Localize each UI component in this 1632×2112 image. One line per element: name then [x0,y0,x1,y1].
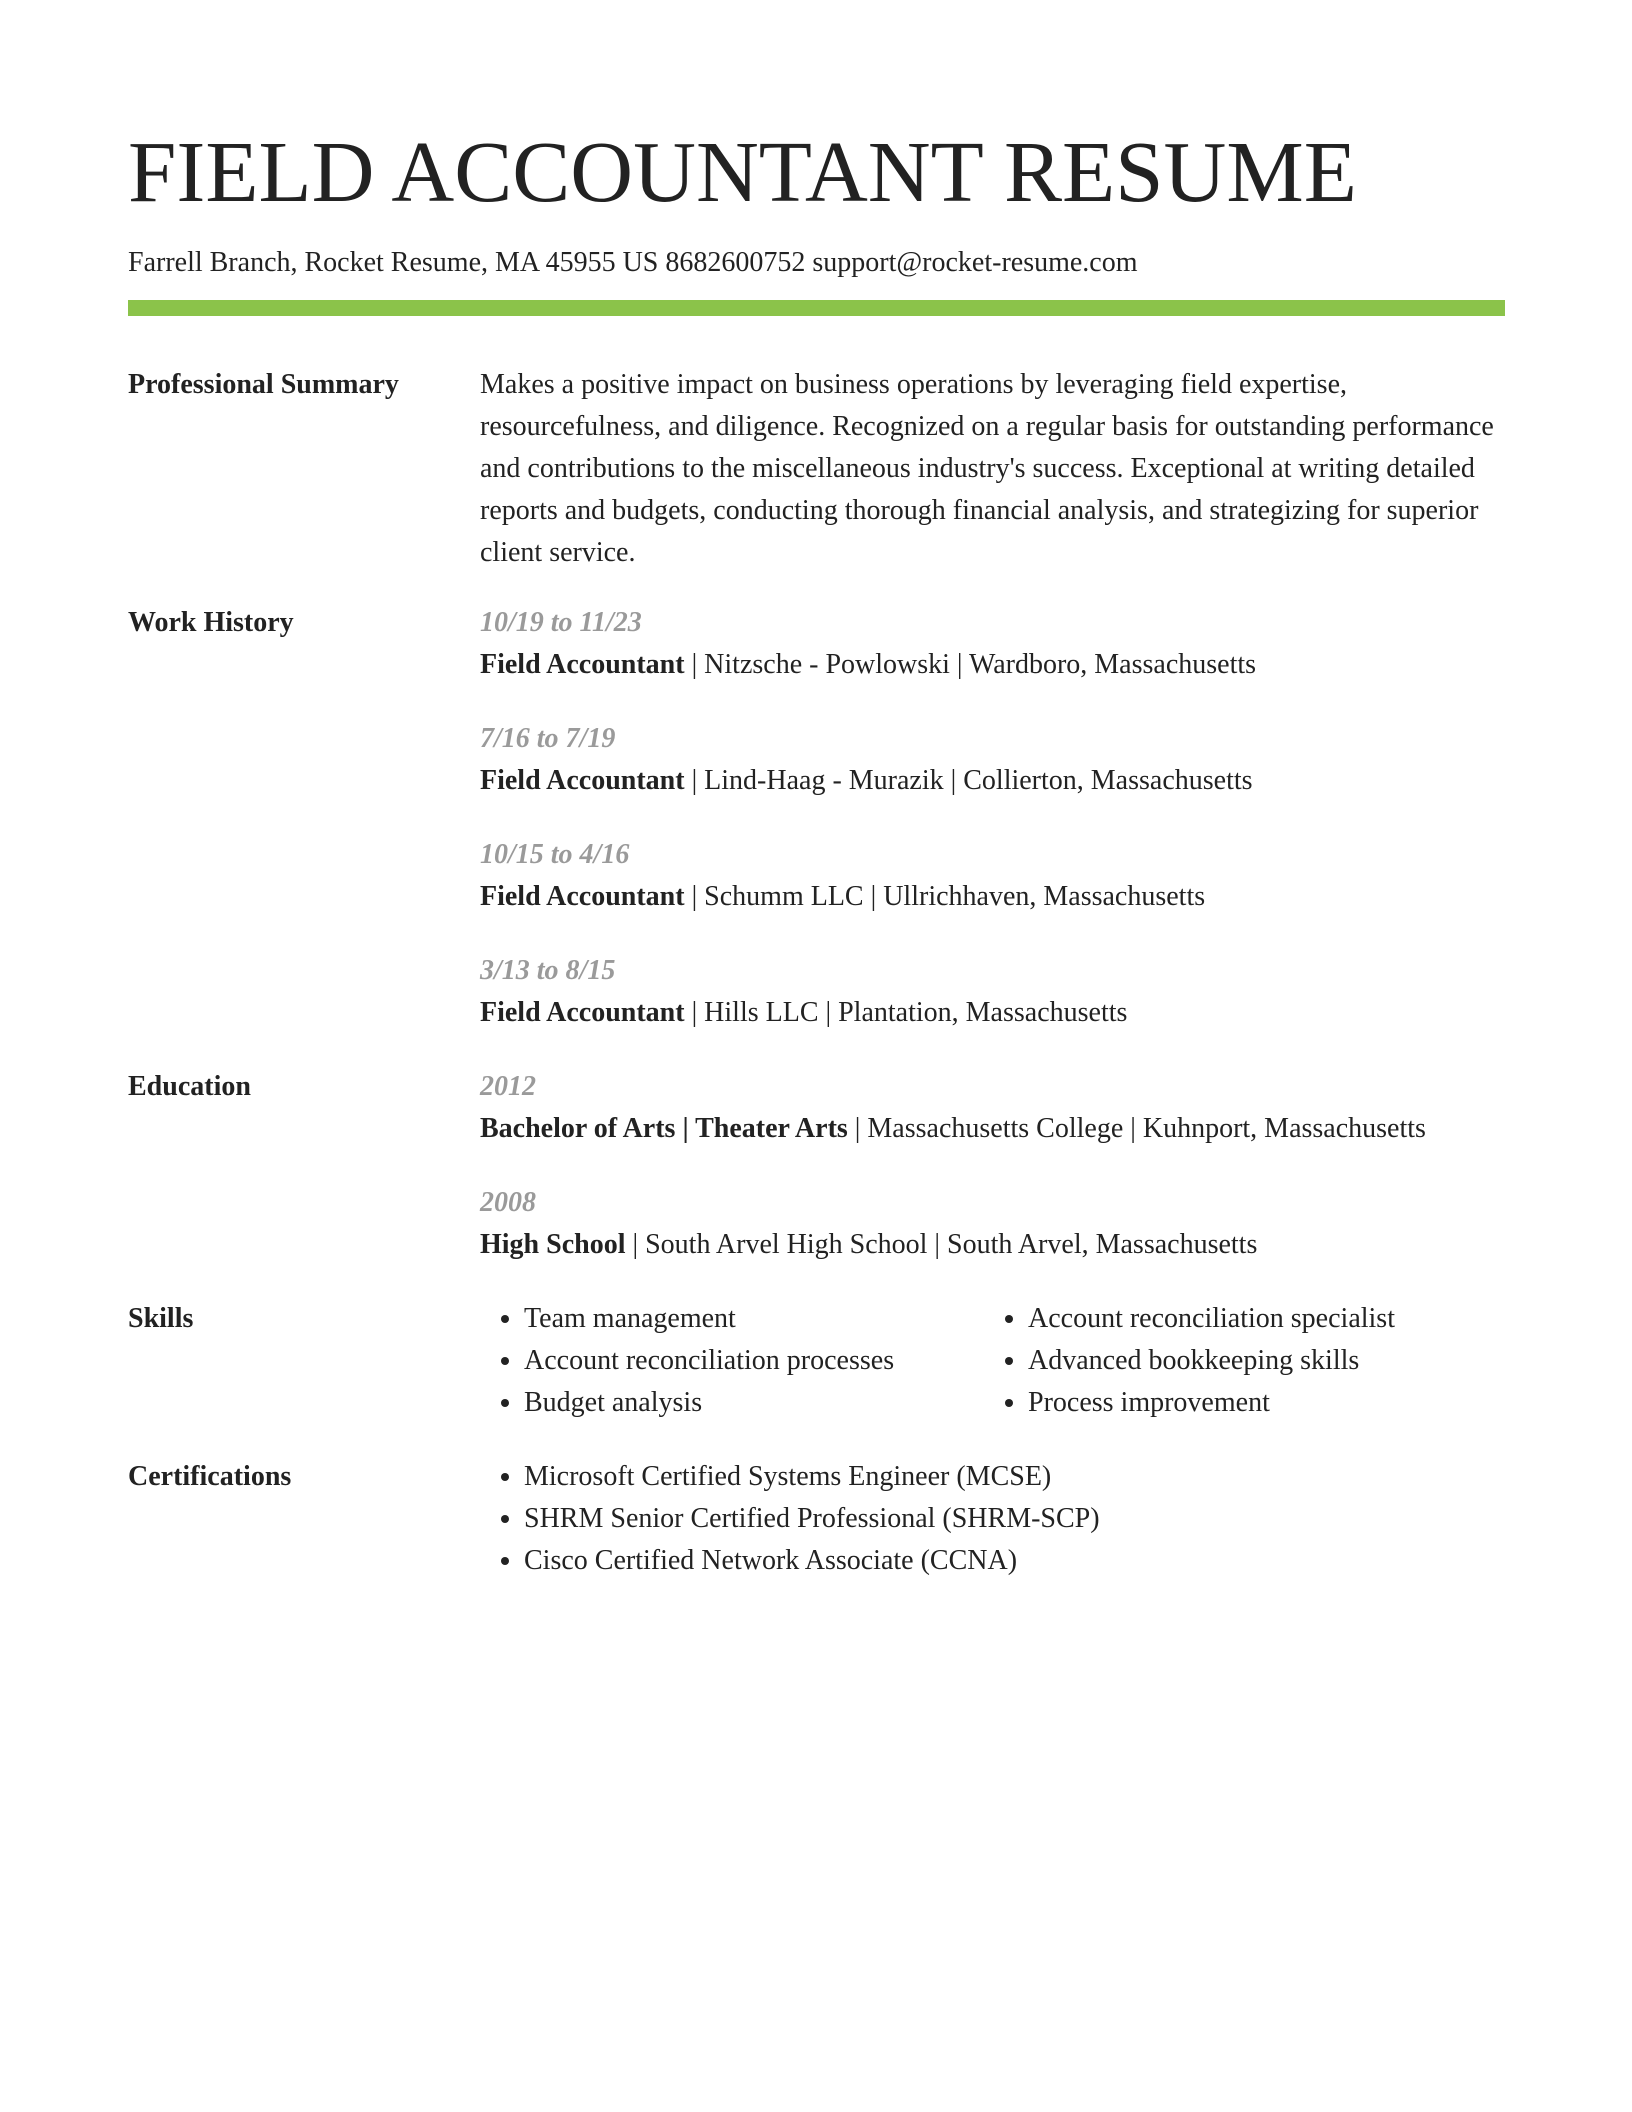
certification-item: • Microsoft Certified Systems Engineer (MCSE) [524,1456,1505,1498]
education-entry [480,1066,1505,1150]
education-list [480,1066,1505,1266]
section-label-summary: Professional Summary [128,369,399,400]
work-entry [480,950,1505,1034]
section-label-work: Work History [128,607,294,638]
education-section [128,1066,1505,1266]
section-label-certifications: Certifications [128,1461,292,1492]
work-dates: 10/19 to 11/23 [480,607,642,638]
contact-line: Farrell Branch, Rocket Resume, MA 45955 US 8682600752 support@rocket-resume.com [128,247,1138,278]
work-history-list [480,602,1505,1034]
skill-item: • Advanced bookkeeping skills [1028,1340,1505,1382]
section-label-education: Education [128,1071,251,1102]
education-degree: High School [480,1229,626,1260]
work-line [480,760,1505,802]
work-dates: 7/16 to 7/19 [480,723,616,754]
resume-title: FIELD ACCOUNTANT RESUME [128,123,1357,220]
education-entry [480,1182,1505,1266]
summary-text: Makes a positive impact on business operations by leveraging field expertise, resourcefulness, and diligence. Recognized on a regular basis for outstanding performance and contributions to the miscellaneous industry's success. Exceptional at writing detailed reports and budgets, conducting thorough financial analysis, and strategizing for superior client service. [480,369,1494,568]
work-entry [480,718,1505,802]
education-degree: Bachelor of Arts | Theater Arts [480,1113,848,1144]
work-dates: 3/13 to 8/15 [480,955,616,986]
education-year: 2012 [480,1071,536,1102]
education-details: | Massachusetts College | Kuhnport, Massachusetts [847,1113,1426,1144]
skills-list-left [480,1298,984,1424]
work-details: | Schumm LLC | Ullrichhaven, Massachusetts [684,881,1206,912]
work-details: | Nitzsche - Powlowski | Wardboro, Massachusetts [684,649,1257,680]
skill-item: • Process improvement [1028,1382,1505,1424]
certification-item: • Cisco Certified Network Associate (CCNA) [524,1540,1505,1582]
work-entry [480,834,1505,918]
work-details: | Lind-Haag - Murazik | Collierton, Massachusetts [684,765,1253,796]
work-line [480,992,1505,1034]
work-role: Field Accountant [480,765,685,796]
professional-summary-section [128,364,1505,574]
skills-list-right [984,1298,1505,1424]
skills-section [128,1298,1505,1424]
work-role: Field Accountant [480,997,685,1028]
work-role: Field Accountant [480,649,685,680]
work-entry [480,602,1505,686]
work-dates: 10/15 to 4/16 [480,839,630,870]
education-line [480,1108,1505,1150]
work-details: | Hills LLC | Plantation, Massachusetts [684,997,1128,1028]
certification-item: • SHRM Senior Certified Professional (SHRM-SCP) [524,1498,1505,1540]
education-details: | South Arvel High School | South Arvel, Massachusetts [625,1229,1258,1260]
certifications-body [480,1456,1505,1582]
section-label-skills: Skills [128,1303,194,1334]
education-year: 2008 [480,1187,536,1218]
work-history-section [128,602,1505,1034]
work-role: Field Accountant [480,881,685,912]
work-line [480,644,1505,686]
skills-grid [480,1298,1505,1424]
skill-item: • Account reconciliation specialist [1028,1298,1505,1340]
certifications-list [480,1456,1505,1582]
resume-page [128,0,1505,1582]
accent-divider [128,300,1505,316]
skill-item: • Team management [524,1298,984,1340]
education-line [480,1224,1505,1266]
certifications-section [128,1456,1505,1582]
work-line [480,876,1505,918]
skill-item: • Budget analysis [524,1382,984,1424]
skill-item: • Account reconciliation processes [524,1340,984,1382]
